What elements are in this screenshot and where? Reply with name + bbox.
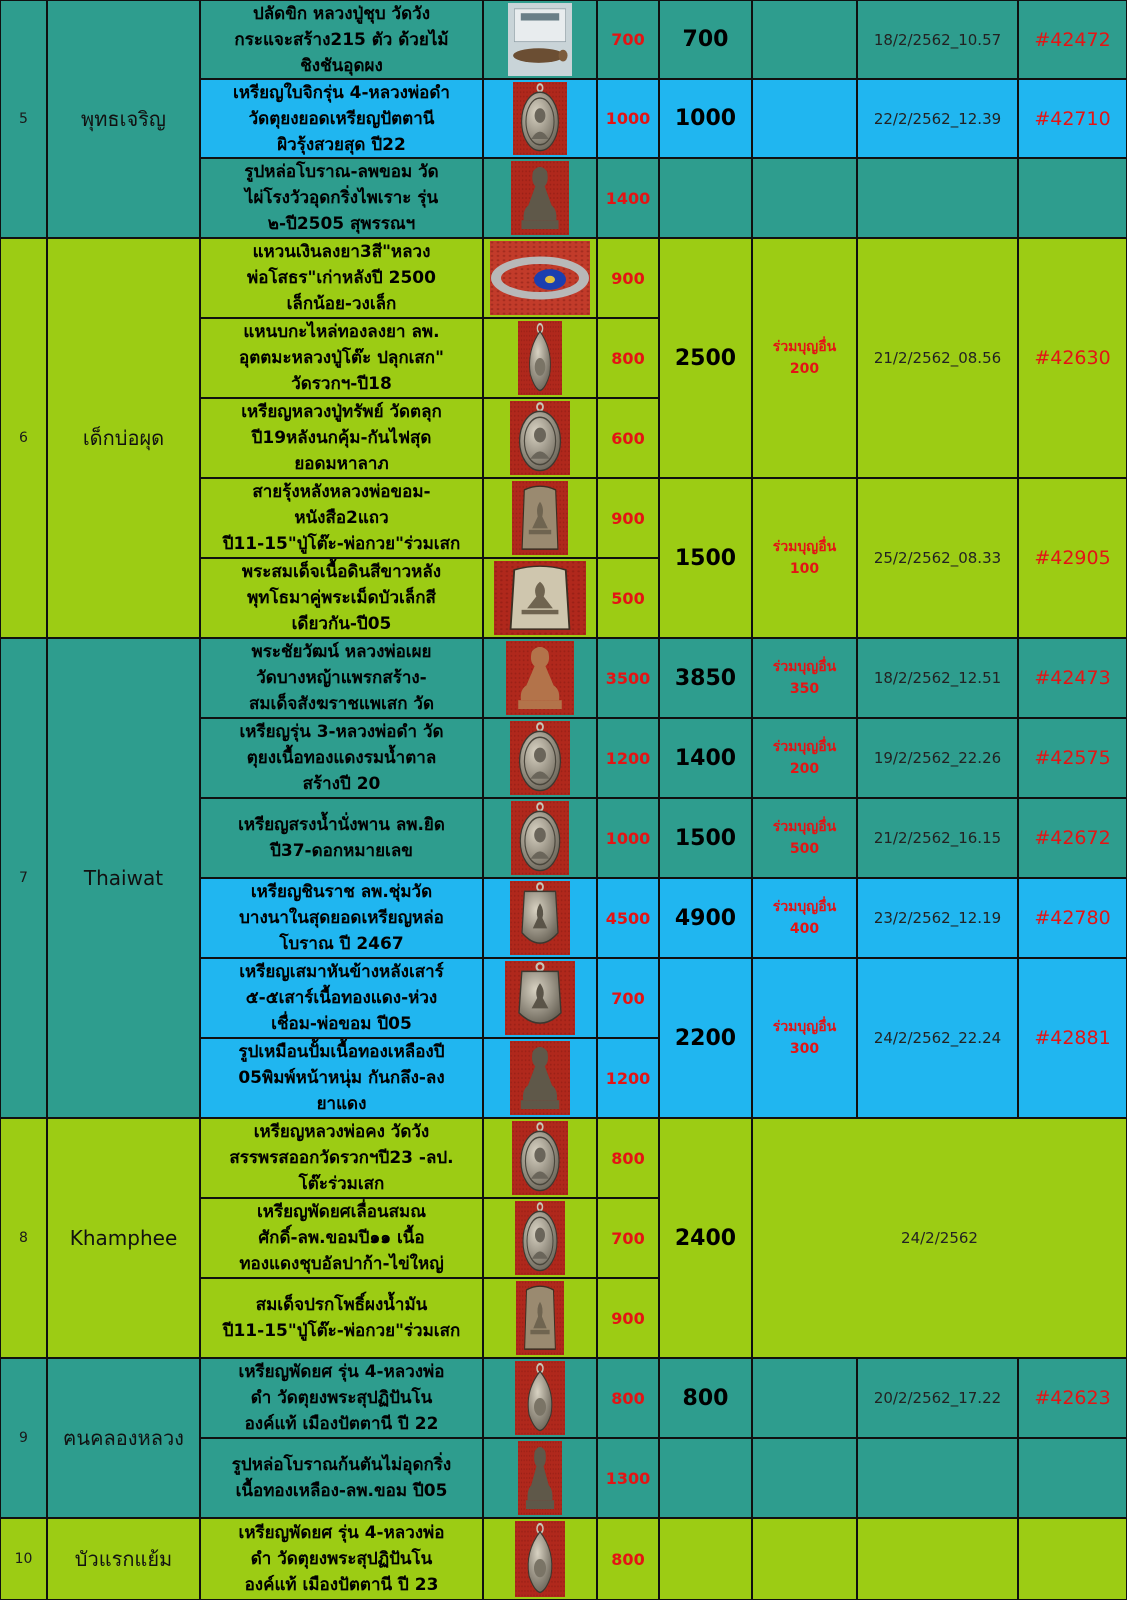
statue-amulet-icon: [486, 161, 594, 235]
item-photo: [483, 558, 597, 638]
item-price: 700: [597, 0, 659, 79]
item-description: เหรียญพัดยศ รุ่น 4-หลวงพ่อ ดำ วัดตุยงพระสุปฏิปันโน องค์แท้ เมืองปัตตานี ปี 23: [200, 1518, 483, 1600]
donation-note: ร่วมบุญอื่น 500: [752, 798, 857, 878]
somdej-amulet-icon: [486, 561, 594, 635]
order-date: 18/2/2562_12.51: [857, 638, 1018, 718]
item-photo: [483, 1038, 597, 1118]
order-date: 23/2/2562_12.19: [857, 878, 1018, 958]
donation-note: ร่วมบุญอื่น 400: [752, 878, 857, 958]
item-description: แหนบกะไหล่ทองลงยา ลพ. อุตตมะหลวงปู่โต๊ะ ปลุกเสก" วัดรวกฯ-ปี18: [200, 318, 483, 398]
item-price: 3500: [597, 638, 659, 718]
order-date: 24/2/2562: [752, 1118, 1127, 1358]
item-price: 1000: [597, 798, 659, 878]
order-total: [659, 158, 752, 238]
item-description: เหรียญพัดยศเลื่อนสมณ ศักดิ์-ลพ.ขอมปี๑๑ เนื้อ ทองแดงชุบอัลปาก้า-ไข่ใหญ่: [200, 1198, 483, 1278]
statue-amulet-icon: [486, 1041, 594, 1115]
group-number: 9: [0, 1358, 47, 1518]
donation-note: [752, 1518, 857, 1600]
item-photo: [483, 958, 597, 1038]
order-total: [659, 1438, 752, 1518]
donation-note: ร่วมบุญอื่น 200: [752, 238, 857, 478]
item-photo: [483, 1518, 597, 1600]
member-name: ฅนคลองหลวง: [47, 1358, 200, 1518]
order-ref-link[interactable]: [1018, 158, 1127, 238]
donation-note: ร่วมบุญอื่น 100: [752, 478, 857, 638]
order-total: 4900: [659, 878, 752, 958]
member-name: Thaiwat: [47, 638, 200, 1118]
item-photo: [483, 0, 597, 79]
fan-amulet-icon: [486, 1521, 594, 1597]
donation-note: [752, 1438, 857, 1518]
item-price: 600: [597, 398, 659, 478]
order-total: 1500: [659, 798, 752, 878]
fan-amulet-icon: [486, 1361, 594, 1435]
order-total: 1500: [659, 478, 752, 638]
item-price: 500: [597, 558, 659, 638]
item-price: 900: [597, 1278, 659, 1358]
tablet-amulet-icon: [486, 481, 594, 555]
item-price: 800: [597, 1118, 659, 1198]
coin-amulet-icon: [486, 82, 594, 155]
order-total: 2200: [659, 958, 752, 1118]
donation-note: ร่วมบุญอื่น 300: [752, 958, 857, 1118]
donation-note: [752, 158, 857, 238]
item-photo: [483, 478, 597, 558]
donation-note: [752, 1358, 857, 1438]
order-date: 25/2/2562_08.33: [857, 478, 1018, 638]
donation-note: ร่วมบุญอื่น 350: [752, 638, 857, 718]
item-photo: [483, 798, 597, 878]
order-total: [659, 1518, 752, 1600]
group-number: 8: [0, 1118, 47, 1358]
order-ref-link[interactable]: [1018, 1438, 1127, 1518]
item-price: 1200: [597, 718, 659, 798]
item-photo: [483, 238, 597, 318]
order-ref-link[interactable]: #42881: [1018, 958, 1127, 1118]
item-description: สายรุ้งหลังหลวงพ่อขอม- หนังสือ2แถว ปี11-15"ปู่โต๊ะ-พ่อกวย"ร่วมเสก: [200, 478, 483, 558]
plad-khik-amulet-icon: [486, 3, 594, 76]
item-price: 900: [597, 238, 659, 318]
item-price: 1300: [597, 1438, 659, 1518]
coin-amulet-icon: [486, 721, 594, 795]
order-total: 2400: [659, 1118, 752, 1358]
item-description: แหวนเงินลงยา3สี"หลวง พ่อโสธร"เก่าหลังปี 2500 เล็กน้อย-วงเล็ก: [200, 238, 483, 318]
order-total: 1000: [659, 79, 752, 158]
order-ref-link[interactable]: #42710: [1018, 79, 1127, 158]
item-price: 800: [597, 1358, 659, 1438]
coin-amulet-icon: [486, 1201, 594, 1275]
item-photo: [483, 1358, 597, 1438]
donation-note: ร่วมบุญอื่น 200: [752, 718, 857, 798]
coin-amulet-icon: [486, 801, 594, 875]
order-total: 2500: [659, 238, 752, 478]
order-date: 24/2/2562_22.24: [857, 958, 1018, 1118]
tablet-amulet-icon: [486, 1281, 594, 1355]
member-name: Khamphee: [47, 1118, 200, 1358]
item-photo: [483, 878, 597, 958]
item-price: 900: [597, 478, 659, 558]
item-price: 4500: [597, 878, 659, 958]
donation-note: [752, 79, 857, 158]
order-total: 800: [659, 1358, 752, 1438]
item-description: เหรียญสรงน้ำนั่งพาน ลพ.ยิด ปี37-ดอกหมายเลข: [200, 798, 483, 878]
order-date: [857, 1518, 1018, 1600]
group-number: 6: [0, 238, 47, 638]
order-date: [857, 158, 1018, 238]
item-description: สมเด็จปรกโพธิ์ผงน้ำมัน ปี11-15"ปู่โต๊ะ-พ่อกวย"ร่วมเสก: [200, 1278, 483, 1358]
member-name: เด็กบ่อผุด: [47, 238, 200, 638]
coin-amulet-icon: [486, 1121, 594, 1195]
item-description: รูปเหมือนปั้มเนื้อทองเหลืองปี 05พิมพ์หน้าหนุ่ม กันกลึง-ลง ยาแดง: [200, 1038, 483, 1118]
chinnarat-amulet-icon: [486, 881, 594, 955]
order-total: 1400: [659, 718, 752, 798]
buddha-figure-icon: [486, 641, 594, 715]
item-price: 700: [597, 1198, 659, 1278]
item-description: รูปหล่อโบราณ-ลพขอม วัด ไผ่โรงวัวอุดกริ่งไพเราะ รุ่น ๒-ปี2505 สุพรรณฯ: [200, 158, 483, 238]
coin-amulet-icon: [486, 401, 594, 475]
order-ref-link[interactable]: #42630: [1018, 238, 1127, 478]
statue-amulet-icon: [486, 1441, 594, 1515]
group-number: 7: [0, 638, 47, 1118]
item-photo: [483, 718, 597, 798]
order-date: 20/2/2562_17.22: [857, 1358, 1018, 1438]
item-price: 1200: [597, 1038, 659, 1118]
order-date: 19/2/2562_22.26: [857, 718, 1018, 798]
item-description: เหรียญเสมาหันข้างหลังเสาร์ ๕-๕เสาร์เนื้อทองแดง-ห่วง เชื่อม-พ่อขอม ปี05: [200, 958, 483, 1038]
pendant-amulet-icon: [486, 321, 594, 395]
item-description: เหรียญชินราช ลพ.ชุ่มวัด บางนาในสุดยอดเหรียญหล่อ โบราณ ปี 2467: [200, 878, 483, 958]
item-price: 800: [597, 318, 659, 398]
order-ref-link[interactable]: #42780: [1018, 878, 1127, 958]
group-number: 5: [0, 0, 47, 238]
item-price: 700: [597, 958, 659, 1038]
sema-amulet-icon: [486, 961, 594, 1035]
item-photo: [483, 1438, 597, 1518]
order-total: 700: [659, 0, 752, 79]
item-photo: [483, 318, 597, 398]
order-date: 22/2/2562_12.39: [857, 79, 1018, 158]
item-description: เหรียญรุ่น 3-หลวงพ่อดำ วัด ตุยงเนื้อทองแดงรมน้ำตาล สร้างปี 20: [200, 718, 483, 798]
order-total: 3850: [659, 638, 752, 718]
item-description: พระสมเด็จเนื้อดินสีขาวหลัง พุทโธมาคู่พระเม็ดบัวเล็กสี เดียวกัน-ปี05: [200, 558, 483, 638]
item-description: เหรียญใบจิกรุ่น 4-หลวงพ่อดำ วัดตุยงยอดเหรียญปัตตานี ผิวรุ้งสวยสุด ปี22: [200, 79, 483, 158]
item-description: ปลัดขิก หลวงปู่ชุบ วัดวัง กระแจะสร้าง215 ตัว ด้วยไม้ ชิงชันอุดผง: [200, 0, 483, 79]
item-photo: [483, 1278, 597, 1358]
order-ref-link[interactable]: #42575: [1018, 718, 1127, 798]
order-ref-link[interactable]: #42905: [1018, 478, 1127, 638]
item-photo: [483, 79, 597, 158]
item-description: รูปหล่อโบราณก้นตันไม่อุดกริ่ง เนื้อทองเหลือง-ลพ.ขอม ปี05: [200, 1438, 483, 1518]
item-description: เหรียญหลวงปู่ทรัพย์ วัดตลุก ปี19หลังนกคุ้ม-กันไฟสุด ยอดมหาลาภ: [200, 398, 483, 478]
order-ref-link[interactable]: #42473: [1018, 638, 1127, 718]
order-date: 21/2/2562_08.56: [857, 238, 1018, 478]
group-number: 10: [0, 1518, 47, 1600]
order-date: 18/2/2562_10.57: [857, 0, 1018, 79]
order-ref-link[interactable]: #42623: [1018, 1358, 1127, 1438]
item-description: พระชัยวัฒน์ หลวงพ่อเผย วัดบางหญ้าแพรกสร้าง- สมเด็จสังฆราชแพเสก วัด: [200, 638, 483, 718]
order-ref-link[interactable]: [1018, 1518, 1127, 1600]
ring-icon: [486, 241, 594, 315]
item-description: เหรียญพัดยศ รุ่น 4-หลวงพ่อ ดำ วัดตุยงพระสุปฏิปันโน องค์แท้ เมืองปัตตานี ปี 22: [200, 1358, 483, 1438]
item-photo: [483, 158, 597, 238]
member-name: พุทธเจริญ: [47, 0, 200, 238]
item-photo: [483, 398, 597, 478]
order-date: 21/2/2562_16.15: [857, 798, 1018, 878]
item-price: 1000: [597, 79, 659, 158]
order-date: [857, 1438, 1018, 1518]
item-price: 800: [597, 1518, 659, 1600]
item-photo: [483, 1198, 597, 1278]
member-name: บัวแรกแย้ม: [47, 1518, 200, 1600]
order-ref-link[interactable]: #42472: [1018, 0, 1127, 79]
order-ref-link[interactable]: #42672: [1018, 798, 1127, 878]
item-photo: [483, 1118, 597, 1198]
item-description: เหรียญหลวงพ่อคง วัดวัง สรรพรสออกวัดรวกฯปี23 -ลป. โต๊ะร่วมเสก: [200, 1118, 483, 1198]
item-price: 1400: [597, 158, 659, 238]
donation-note: [752, 0, 857, 79]
item-photo: [483, 638, 597, 718]
